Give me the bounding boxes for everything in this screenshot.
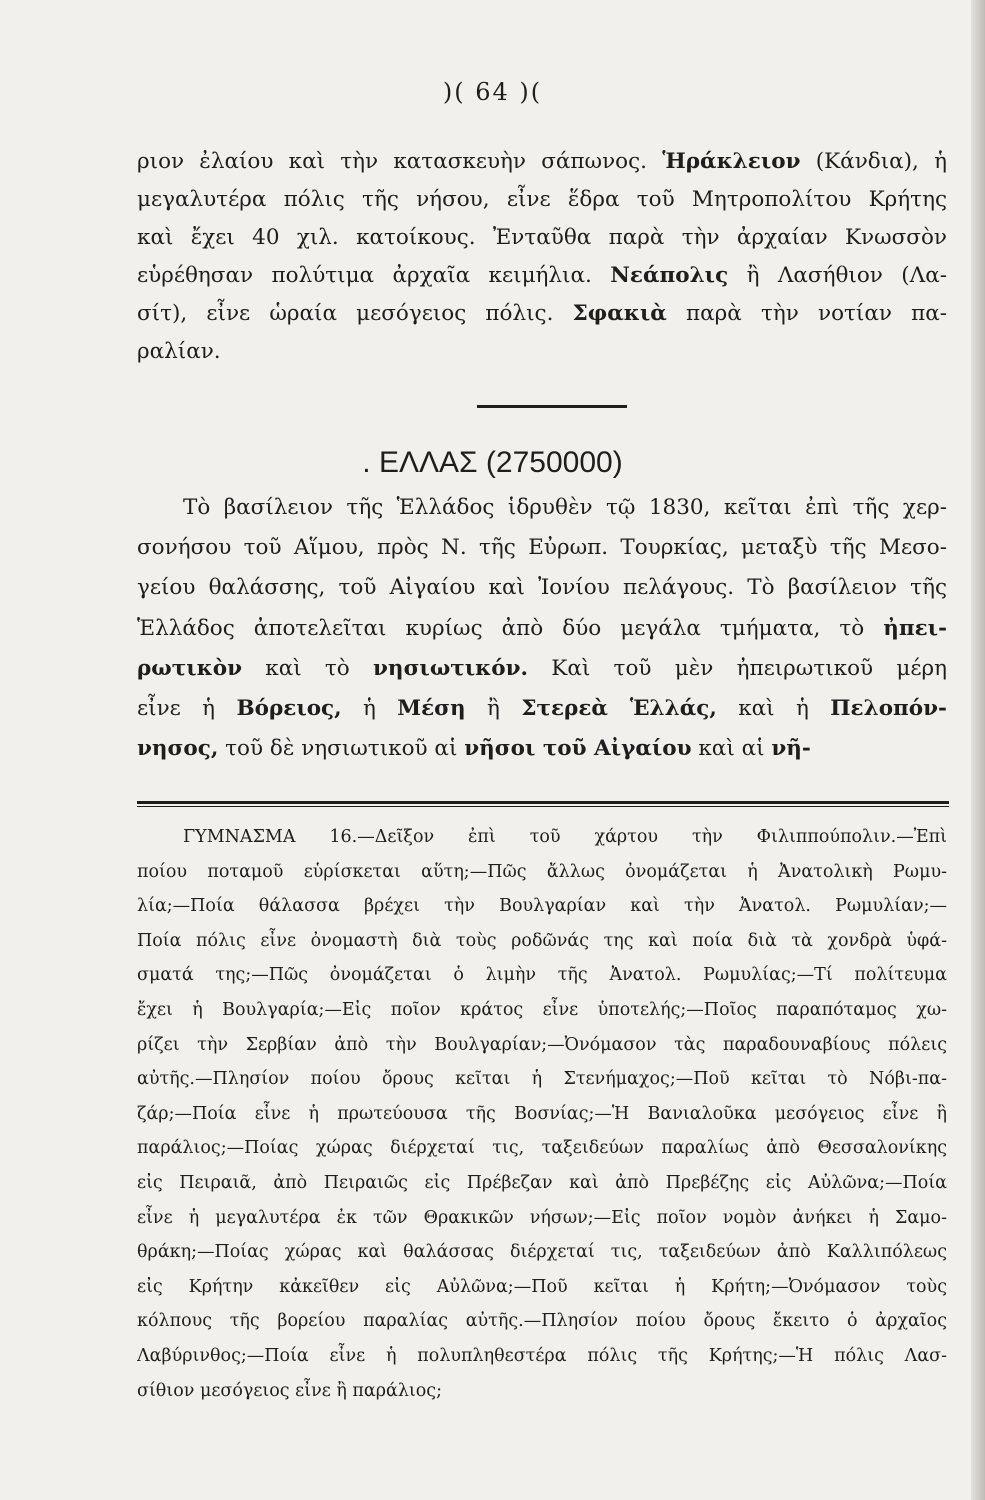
text-run: ἢ [465,695,522,721]
intro-paragraph [137,143,947,371]
text-line [137,219,947,257]
exercise-line: σματά της;—Πῶς ὀνομάζεται ὁ λιμὴν τῆς Ἀνατολ. Ρωμυλίας;—Τί πολίτευμα [137,965,947,986]
footnote-rule-thick [137,801,949,804]
exercise-line: αὐτῆς.—Πλησίον ποίου ὄρους κεῖται ἡ Στενήμαχος;—Ποῦ κεῖται τὸ Νόβι-πα- [137,1069,947,1090]
exercise-line: Λαβύρινθος;—Ποία εἶνε ἡ πολυπληθεστέρα πόλις τῆς Κρήτης;—Ἡ πόλις Λασ- [137,1345,947,1366]
page-edge-shadow [971,0,985,1500]
text-run: σονήσου τοῦ Αἵμου, πρὸς Ν. τῆς Εὐρωπ. Τουρκίας, μεταξὺ τῆς Μεσο- [137,535,947,561]
text-run: Καὶ τοῦ μὲν ἠπειρωτικοῦ μέρη [528,655,947,681]
text-line [137,729,947,769]
bold-term: Στερεὰ Ἑλλάς, [521,695,717,721]
text-run: Τὸ βασίλειον τῆς Ἑλλάδος ἱδρυθὲν τῷ 1830, κεῖται ἐπὶ τῆς χερ- [183,495,947,520]
text-run: ἡ [341,695,398,721]
exercise-line: θράκη;—Ποίας χώρας καὶ θαλάσσας διέρχεταί τις, ταξειδεύων ἀπὸ Καλλιπόλεως [137,1242,947,1263]
exercise-paragraph [137,820,947,1408]
text-run: μεγαλυτέρα πόλις τῆς νήσου, εἶνε ἕδρα τοῦ Μητροπολίτου Κρήτης [137,187,947,212]
exercise-line: κόλπους τῆς βορείου παραλίας αὐτῆς.—Πλησίον ποίου ὄρους ἔκειτο ὁ ἀρχαῖος [137,1311,947,1332]
exercise-line: εἰς Κρήτην κἀκεῖθεν εἰς Αὐλῶνα;—Ποῦ κεῖται ἡ Κρήτη;—Ὀνόμασον τοὺς [137,1276,947,1297]
text-line [137,528,947,568]
text-run: ἢ Λασήθιον (Λα- [728,263,947,288]
exercise-line: εἶνε ἡ μεγαλυτέρα ἐκ τῶν Θρακικῶν νήσων;—Εἰς ποῖον νομὸν ἀνήκει ἡ Σαμο- [137,1207,947,1228]
exercise-line: ποίου ποταμοῦ εὑρίσκεται αὕτη;—Πῶς ἄλλως ὀνομάζεται ἡ Ἀνατολικὴ Ρωμυ- [137,861,947,882]
text-run: καὶ αἱ [691,736,772,762]
text-run: ριον ἐλαίου καὶ τὴν κατασκευὴν σάπωνος. [137,149,663,174]
exercise-line: Ποία πόλις εἶνε ὀνομαστὴ διὰ τοὺς ροδῶνάς της καὶ ποία διὰ τὰ χονδρὰ ὑφά- [137,930,947,951]
bold-term: νησιωτικόν. [373,655,529,681]
bold-term: Νεάπολις [610,263,729,288]
text-run: καὶ τὸ [242,655,374,681]
text-line [137,143,947,181]
exercise-line: ἔχει ἡ Βουλγαρία;—Εἰς ποῖον κράτος εἶνε ὑποτελής;—Ποῖος παραπόταμος χω- [137,999,947,1020]
text-line [137,488,947,528]
text-line [137,181,947,219]
text-line [137,333,947,371]
exercise-line: παράλιος;—Ποίας χώρας διέρχεταί τις, ταξειδεύων παραλίως ἀπὸ Θεσσαλονίκης [137,1138,947,1159]
exercise-line: λία;—Ποία θάλασσα βρέχει τὴν Βουλγαρίαν καὶ τὴν Ἀνατολ. Ρωμυλίαν;— [137,896,947,917]
text-line [137,295,947,333]
text-run: εἶνε ἡ [137,695,237,721]
text-line [137,609,947,649]
text-run: ραλίαν. [137,339,221,364]
bold-term: Ἡράκλειον [662,149,801,174]
exercise-line: εἰς Πειραιᾶ, ἀπὸ Πειραιῶς εἰς Πρέβεζαν καὶ ἀπὸ Πρεβέζης εἰς Αὐλῶνα;—Ποία [137,1172,947,1193]
text-run: τοῦ δὲ νησιωτικοῦ αἱ [218,736,465,762]
text-run: εὑρέθησαν πολύτιμα ἀρχαῖα κειμήλια. [137,263,611,288]
text-run: καὶ ἡ [716,695,831,721]
bold-term: Πελοπόν- [830,695,947,721]
section-divider [477,405,627,408]
exercise-line: σίθιον μεσόγειος εἶνε ἢ παράλιος; [137,1380,443,1401]
text-line [137,689,947,729]
page-number-header: )( 64 )( [442,78,543,106]
section-title: . ΕΛΛΑΣ (2750000) [362,446,623,479]
exercise-line: ρίζει τὴν Σερβίαν ἀπὸ τὴν Βουλγαρίαν;—Ὀνόμασον τὰς παραδουναβίους πόλεις [137,1034,947,1055]
bold-term: νῆσοι τοῦ Αἰγαίου [464,736,692,762]
exercise-line: ΓΥΜΝΑΣΜΑ 16.—Δεῖξον ἐπὶ τοῦ χάρτου τὴν Φιλιππούπολιν.—Ἐπὶ [183,827,947,847]
text-run: καὶ ἔχει 40 χιλ. κατοίκους. Ἐνταῦθα παρὰ τὴν ἀρχαίαν Κνωσσὸν [137,225,947,250]
text-line [137,649,947,689]
text-run: Ἑλλάδος ἀποτελεῖται κυρίως ἀπὸ δύο μεγάλα τμήματα, τὸ [137,615,884,641]
bold-term: ρωτικὸν [137,655,243,681]
text-run: (Κάνδια), ἡ [800,149,947,174]
exercise-line: ζάρ;—Ποία εἶνε ἡ πρωτεύουσα τῆς Βοσνίας;—Ἡ Βανιαλοῦκα μεσόγειος εἶνε ἢ [137,1103,947,1124]
body-paragraph [137,488,947,769]
text-run: σίτ), εἶνε ὡραία μεσόγειος πόλις. [137,301,573,326]
text-run: γείου θαλάσσης, τοῦ Αἰγαίου καὶ Ἰονίου πελάγους. Τὸ βασίλειον τῆς [137,575,947,601]
text-line [137,568,947,608]
bold-term: Μέση [397,695,466,721]
bold-term: ἠπει- [883,615,947,641]
text-line [137,257,947,295]
text-run: παρὰ τὴν νοτίαν πα- [666,301,947,326]
footnote-rule-thin [137,806,949,807]
bold-term: Βόρειος, [236,695,342,721]
bold-term: νῆ- [771,736,811,762]
bold-term: νησος, [137,736,219,762]
bold-term: Σφακιὰ [572,301,667,326]
